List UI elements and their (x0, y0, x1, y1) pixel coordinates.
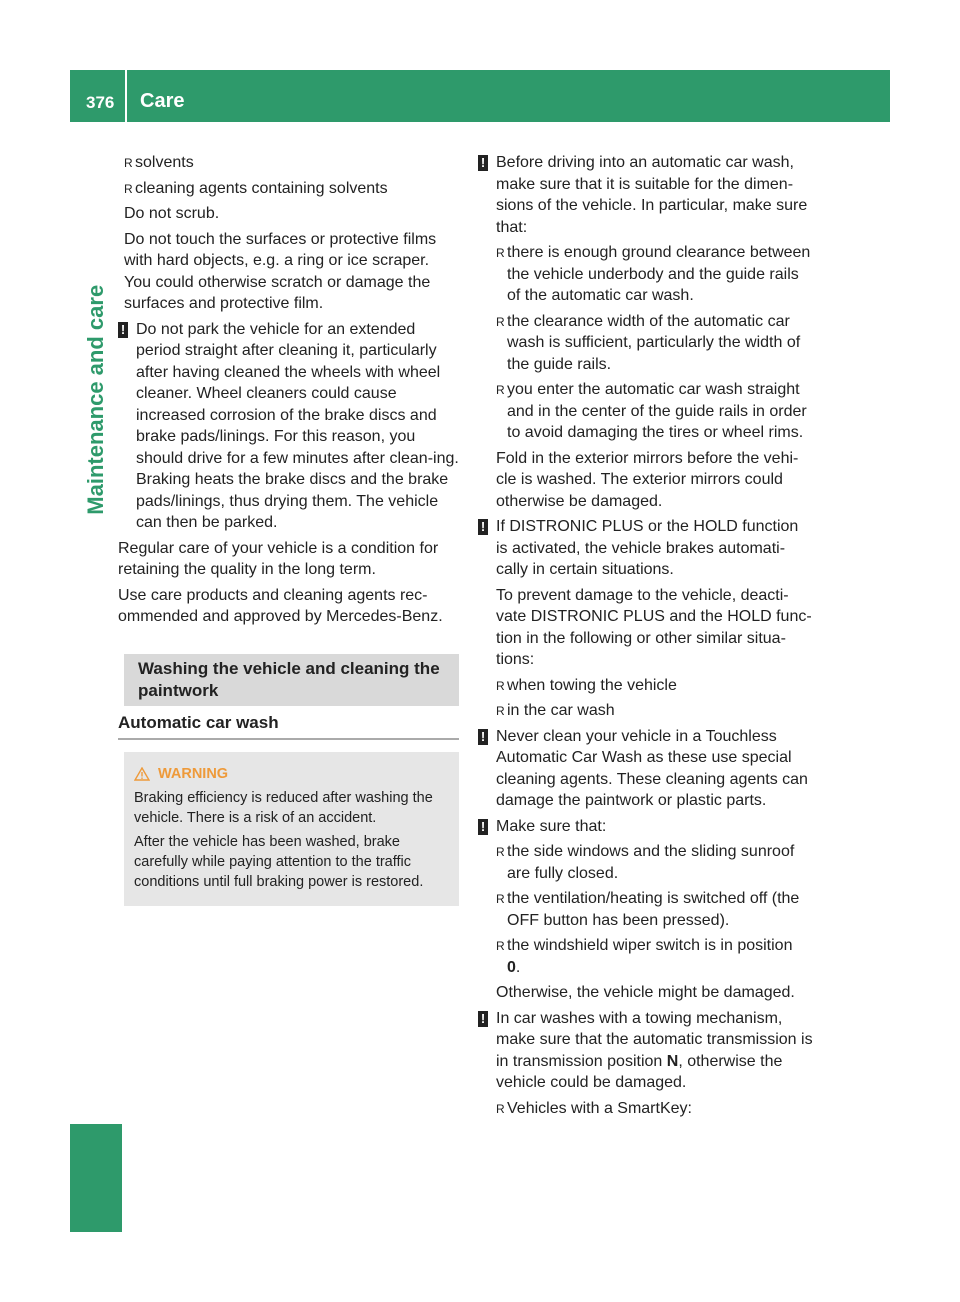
list-item: R you enter the automatic car wash straight and in the center of the guide rails in order to avoid damaging the tires or wheel rims. (496, 381, 807, 441)
caution-note: ! If DISTRONIC PLUS or the HOLD function is activated, the vehicle brakes automati-cally in certain situations. (478, 516, 813, 581)
list-item: R Vehicles with a SmartKey: (496, 1099, 692, 1117)
sidebar-marker (70, 1124, 122, 1232)
exclamation-icon: ! (478, 1011, 488, 1027)
bullet-icon: R (496, 704, 505, 718)
warning-triangle-icon (134, 767, 150, 781)
note-list (478, 1098, 813, 1120)
caution-note: ! Make sure that: (478, 816, 813, 838)
list-item: R cleaning agents containing solvents (124, 179, 388, 197)
page-number: 376 (86, 93, 115, 112)
list-item: R there is enough ground clearance between the vehicle underbody and the guide rails of the automatic car wash. (496, 244, 811, 304)
bullet-icon: R (496, 845, 505, 859)
exclamation-icon: ! (478, 519, 488, 535)
caution-note: ! Do not park the vehicle for an extended period straight after cleaning it, particularly after having cleaned the wheels with wheel cleaner. Wheel cleaners could cause increased corrosion of the brake discs and brake pads/linings. For this reason, you should drive for a few minutes after clean-ing. Braking heats the brake discs and the brake pads/linings, thus drying them. The vehicle can then be parked. (118, 319, 459, 534)
exclamation-icon: ! (478, 155, 488, 171)
list-item: R the windshield wiper switch is in position 0. (496, 937, 793, 976)
note-list (478, 242, 813, 512)
bullet-icon: R (496, 892, 505, 906)
list-item: R solvents (124, 154, 194, 171)
warning-title: WARNING (158, 766, 229, 782)
paragraph: Otherwise, the vehicle might be damaged. (496, 984, 795, 1001)
note-list (478, 585, 813, 722)
sidebar-label: Maintenance and care (83, 285, 109, 515)
position-value: 0 (507, 958, 516, 976)
list-item: R the side windows and the sliding sunroof are fully closed. (496, 843, 795, 882)
bullet-icon: R (496, 246, 505, 260)
subheading: Automatic car wash (118, 712, 459, 741)
paragraph: Regular care of your vehicle is a condition for retaining the quality in the long term. (118, 539, 439, 578)
bullet-icon: R (124, 181, 133, 196)
paragraph: To prevent damage to the vehicle, deacti-vate DISTRONIC PLUS and the HOLD func-tion in the following or other similar situa-tions: (496, 586, 812, 668)
header-bar (70, 70, 890, 122)
bullet-icon: R (496, 678, 505, 693)
bullet-icon: R (124, 156, 133, 170)
list-item: R in the car wash (496, 702, 615, 719)
paragraph: Do not scrub. (124, 205, 220, 222)
list-item: R the ventilation/heating is switched off (the OFF button has been pressed). (496, 890, 800, 929)
section-heading: Washing the vehicle and cleaning the paintwork (124, 654, 459, 706)
caution-note: ! Never clean your vehicle in a Touchless Automatic Car Wash as these use special cleaning agents. These cleaning agents can damage the paintwork or plastic parts. (478, 726, 813, 812)
list-item: R when towing the vehicle (496, 676, 677, 694)
warning-text: Braking efficiency is reduced after washing the vehicle. There is a risk of an accident. (134, 790, 433, 826)
header-divider (125, 70, 127, 122)
caution-note: ! In car washes with a towing mechanism, make sure that the automatic transmission is in transmission position N, otherwise the vehicle could be damaged. (478, 1008, 813, 1094)
exclamation-icon: ! (478, 819, 488, 835)
exclamation-icon: ! (118, 322, 128, 338)
exclamation-icon: ! (478, 729, 488, 745)
warning-header (134, 764, 449, 784)
paragraph: Fold in the exterior mirrors before the vehi-cle is washed. The exterior mirrors could otherwise be damaged. (496, 449, 799, 510)
paragraph: Use care products and cleaning agents rec-ommended and approved by Mercedes-Benz. (118, 586, 443, 625)
bullet-icon: R (496, 939, 505, 953)
bullet-icon: R (496, 1101, 505, 1116)
list-item: R the clearance width of the automatic car wash is sufficient, particularly the width of the guide rails. (496, 312, 801, 373)
bullet-icon: R (496, 383, 505, 397)
caution-note: ! Before driving into an automatic car wash, make sure that it is suitable for the dimen-sions of the vehicle. In particular, make sure that: (478, 152, 813, 238)
warning-text: After the vehicle has been washed, brake carefully while paying attention to the traffic conditions until full braking power is restored. (134, 834, 424, 890)
bullet-icon: R (496, 314, 505, 329)
warning-box (124, 752, 459, 906)
sidebar-tab (70, 160, 122, 640)
transmission-position: N (666, 1052, 679, 1070)
left-column (118, 152, 459, 906)
section-title: Care (140, 90, 185, 112)
note-list (478, 841, 813, 1004)
paragraph: Do not touch the surfaces or protective films with hard objects, e.g. a ring or ice scraper. You could otherwise scratch or damage the surfaces and protective film. (124, 230, 437, 312)
right-column (478, 152, 813, 1123)
